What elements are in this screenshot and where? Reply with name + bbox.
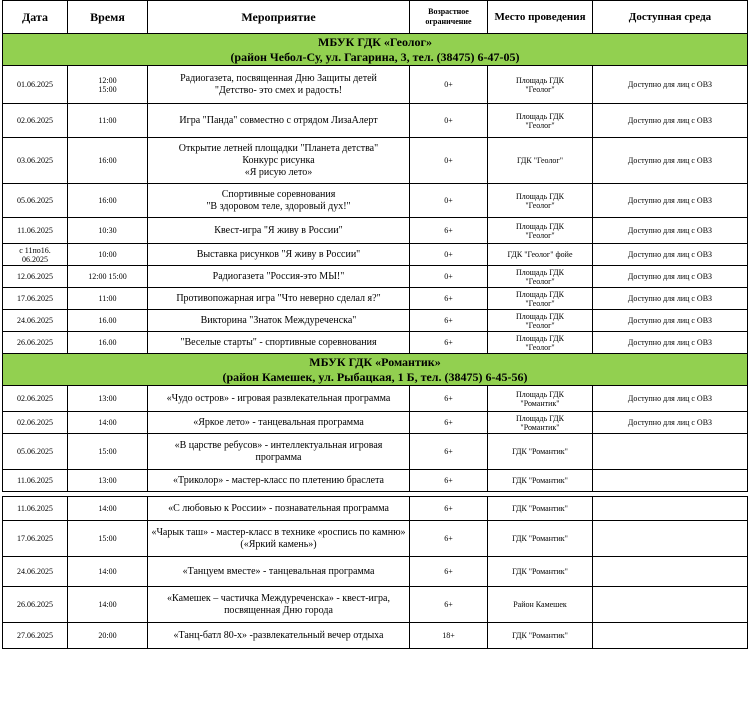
place-cell: ГДК "Геолог" фойе: [488, 244, 593, 266]
time-cell: 14:00: [68, 557, 148, 587]
header-time: Время: [68, 1, 148, 34]
access-cell: Доступно для лиц с ОВЗ: [593, 218, 748, 244]
place-cell: Площадь ГДК "Геолог": [488, 310, 593, 332]
date-cell: 02.06.2025: [3, 386, 68, 412]
time-cell: 16:00: [68, 184, 148, 218]
date-cell: 05.06.2025: [3, 184, 68, 218]
place-cell: Площадь ГДК "Геолог": [488, 288, 593, 310]
date-cell: с 11по16. 06.2025: [3, 244, 68, 266]
date-cell: 26.06.2025: [3, 332, 68, 354]
event-cell: «Чарык таш» - мастер-класс в технике «роспись по камню» («Яркий камень»): [148, 521, 410, 557]
age-cell: 6+: [410, 288, 488, 310]
age-cell: 18+: [410, 623, 488, 649]
table-row: [3, 310, 748, 332]
time-cell: 14:00: [68, 412, 148, 434]
access-cell: Доступно для лиц с ОВЗ: [593, 138, 748, 184]
date-cell: 24.06.2025: [3, 557, 68, 587]
access-cell: Доступно для лиц с ОВЗ: [593, 266, 748, 288]
age-cell: 6+: [410, 310, 488, 332]
date-cell: 11.06.2025: [3, 497, 68, 521]
table-row: [3, 434, 748, 470]
event-cell: Радиогазета "Россия-это МЫ!": [148, 266, 410, 288]
table-row: [3, 266, 748, 288]
access-cell: [593, 470, 748, 492]
age-cell: 6+: [410, 497, 488, 521]
place-cell: ГДК "Романтик": [488, 557, 593, 587]
access-cell: Доступно для лиц с ОВЗ: [593, 104, 748, 138]
place-cell: Площадь ГДК "Геолог": [488, 104, 593, 138]
time-cell: 10:30: [68, 218, 148, 244]
place-cell: ГДК "Романтик": [488, 497, 593, 521]
access-cell: [593, 497, 748, 521]
date-cell: 27.06.2025: [3, 623, 68, 649]
table-row: [3, 184, 748, 218]
age-cell: 6+: [410, 332, 488, 354]
date-cell: 26.06.2025: [3, 587, 68, 623]
section-header-row: [3, 34, 748, 66]
event-cell: Противопожарная игра "Что неверно сделал я?": [148, 288, 410, 310]
time-cell: 16:00: [68, 138, 148, 184]
event-cell: «Яркое лето» - танцевальная программа: [148, 412, 410, 434]
event-cell: Открытие летней площадки "Планета детства" Конкурс рисунка «Я рисую лето»: [148, 138, 410, 184]
event-cell: «Танцуем вместе» - танцевальная программа: [148, 557, 410, 587]
place-cell: Площадь ГДК "Романтик": [488, 386, 593, 412]
place-cell: Площадь ГДК "Романтик": [488, 412, 593, 434]
event-cell: Спортивные соревнования "В здоровом теле, здоровый дух!": [148, 184, 410, 218]
date-cell: 01.06.2025: [3, 66, 68, 104]
section-subtitle: (район Чебол-Су, ул. Гагарина, 3, тел. (38475) 6-47-05): [230, 49, 520, 64]
header-row: [3, 1, 748, 34]
age-cell: 0+: [410, 266, 488, 288]
date-cell: 11.06.2025: [3, 470, 68, 492]
event-cell: «Триколор» - мастер-класс по плетению браслета: [148, 470, 410, 492]
event-cell: «С любовью к России» - познавательная программа: [148, 497, 410, 521]
age-cell: 6+: [410, 521, 488, 557]
access-cell: Доступно для лиц с ОВЗ: [593, 66, 748, 104]
date-cell: 17.06.2025: [3, 288, 68, 310]
time-cell: 16.00: [68, 310, 148, 332]
access-cell: Доступно для лиц с ОВЗ: [593, 412, 748, 434]
header-access: Доступная среда: [593, 1, 748, 34]
table-row: [3, 104, 748, 138]
event-cell: Игра "Панда" совместно с отрядом ЛизаАлерт: [148, 104, 410, 138]
table-row: [3, 470, 748, 492]
table-row: [3, 557, 748, 587]
table-row: [3, 623, 748, 649]
date-cell: 12.06.2025: [3, 266, 68, 288]
age-cell: 6+: [410, 412, 488, 434]
section-header: [3, 34, 748, 66]
time-cell: 11:00: [68, 104, 148, 138]
age-cell: 6+: [410, 470, 488, 492]
date-cell: 24.06.2025: [3, 310, 68, 332]
table-row: [3, 66, 748, 104]
access-cell: Доступно для лиц с ОВЗ: [593, 310, 748, 332]
access-cell: Доступно для лиц с ОВЗ: [593, 332, 748, 354]
date-cell: 03.06.2025: [3, 138, 68, 184]
event-cell: Выставка рисунков "Я живу в России": [148, 244, 410, 266]
header-event: Мероприятие: [148, 1, 410, 34]
age-cell: 6+: [410, 587, 488, 623]
time-cell: 16.00: [68, 332, 148, 354]
section-title: МБУК ГДК «Романтик»: [309, 354, 441, 369]
table-row: [3, 138, 748, 184]
date-cell: 11.06.2025: [3, 218, 68, 244]
table-row: [3, 218, 748, 244]
table-row: [3, 244, 748, 266]
time-cell: 13:00: [68, 386, 148, 412]
place-cell: Площадь ГДК "Геолог": [488, 184, 593, 218]
access-cell: [593, 587, 748, 623]
date-cell: 02.06.2025: [3, 104, 68, 138]
place-cell: ГДК "Романтик": [488, 470, 593, 492]
events-table: [2, 0, 748, 649]
section-title: МБУК ГДК «Геолог»: [318, 34, 432, 49]
time-cell: 15:00: [68, 521, 148, 557]
age-cell: 0+: [410, 104, 488, 138]
place-cell: Площадь ГДК "Геолог": [488, 66, 593, 104]
event-cell: Викторина "Знаток Междуреченска": [148, 310, 410, 332]
table-row: [3, 386, 748, 412]
header-age: Возрастное ограничение: [410, 1, 488, 34]
access-cell: [593, 623, 748, 649]
place-cell: Площадь ГДК "Геолог": [488, 218, 593, 244]
event-cell: Квест-игра "Я живу в России": [148, 218, 410, 244]
table-row: [3, 497, 748, 521]
access-cell: Доступно для лиц с ОВЗ: [593, 288, 748, 310]
time-cell: 12:00 15:00: [68, 66, 148, 104]
age-cell: 6+: [410, 434, 488, 470]
time-cell: 14:00: [68, 587, 148, 623]
age-cell: 6+: [410, 557, 488, 587]
place-cell: Район Камешек: [488, 587, 593, 623]
time-cell: 13:00: [68, 470, 148, 492]
time-cell: 12:00 15:00: [68, 266, 148, 288]
time-cell: 11:00: [68, 288, 148, 310]
age-cell: 0+: [410, 184, 488, 218]
time-cell: 20:00: [68, 623, 148, 649]
time-cell: 15:00: [68, 434, 148, 470]
age-cell: 6+: [410, 386, 488, 412]
event-cell: «Чудо остров» - игровая развлекательная программа: [148, 386, 410, 412]
table-row: [3, 412, 748, 434]
time-cell: 14:00: [68, 497, 148, 521]
date-cell: 17.06.2025: [3, 521, 68, 557]
time-cell: 10:00: [68, 244, 148, 266]
place-cell: ГДК "Романтик": [488, 434, 593, 470]
event-cell: «Танц-батл 80-х» -развлекательный вечер отдыха: [148, 623, 410, 649]
access-cell: Доступно для лиц с ОВЗ: [593, 244, 748, 266]
section-header: [3, 354, 748, 386]
event-cell: «В царстве ребусов» - интеллектуальная игровая программа: [148, 434, 410, 470]
access-cell: [593, 521, 748, 557]
section-header-row: [3, 354, 748, 386]
age-cell: 6+: [410, 218, 488, 244]
access-cell: [593, 557, 748, 587]
event-cell: "Веселые старты" - спортивные соревнования: [148, 332, 410, 354]
access-cell: Доступно для лиц с ОВЗ: [593, 184, 748, 218]
event-cell: Радиогазета, посвященная Дню Защиты детей "Детство- это смех и радость!: [148, 66, 410, 104]
place-cell: Площадь ГДК "Геолог": [488, 266, 593, 288]
access-cell: Доступно для лиц с ОВЗ: [593, 386, 748, 412]
event-cell: «Камешек – частичка Междуреченска» - квест-игра, посвященная Дню города: [148, 587, 410, 623]
age-cell: 0+: [410, 244, 488, 266]
table-row: [3, 521, 748, 557]
place-cell: ГДК "Геолог": [488, 138, 593, 184]
age-cell: 0+: [410, 66, 488, 104]
header-place: Место проведения: [488, 1, 593, 34]
place-cell: ГДК "Романтик": [488, 623, 593, 649]
place-cell: Площадь ГДК "Геолог": [488, 332, 593, 354]
place-cell: ГДК "Романтик": [488, 521, 593, 557]
table-row: [3, 332, 748, 354]
table-row: [3, 587, 748, 623]
section-subtitle: (район Камешек, ул. Рыбацкая, 1 Б, тел. (38475) 6-45-56): [222, 369, 528, 384]
table-row: [3, 288, 748, 310]
date-cell: 02.06.2025: [3, 412, 68, 434]
age-cell: 0+: [410, 138, 488, 184]
access-cell: [593, 434, 748, 470]
date-cell: 05.06.2025: [3, 434, 68, 470]
header-date: Дата: [3, 1, 68, 34]
